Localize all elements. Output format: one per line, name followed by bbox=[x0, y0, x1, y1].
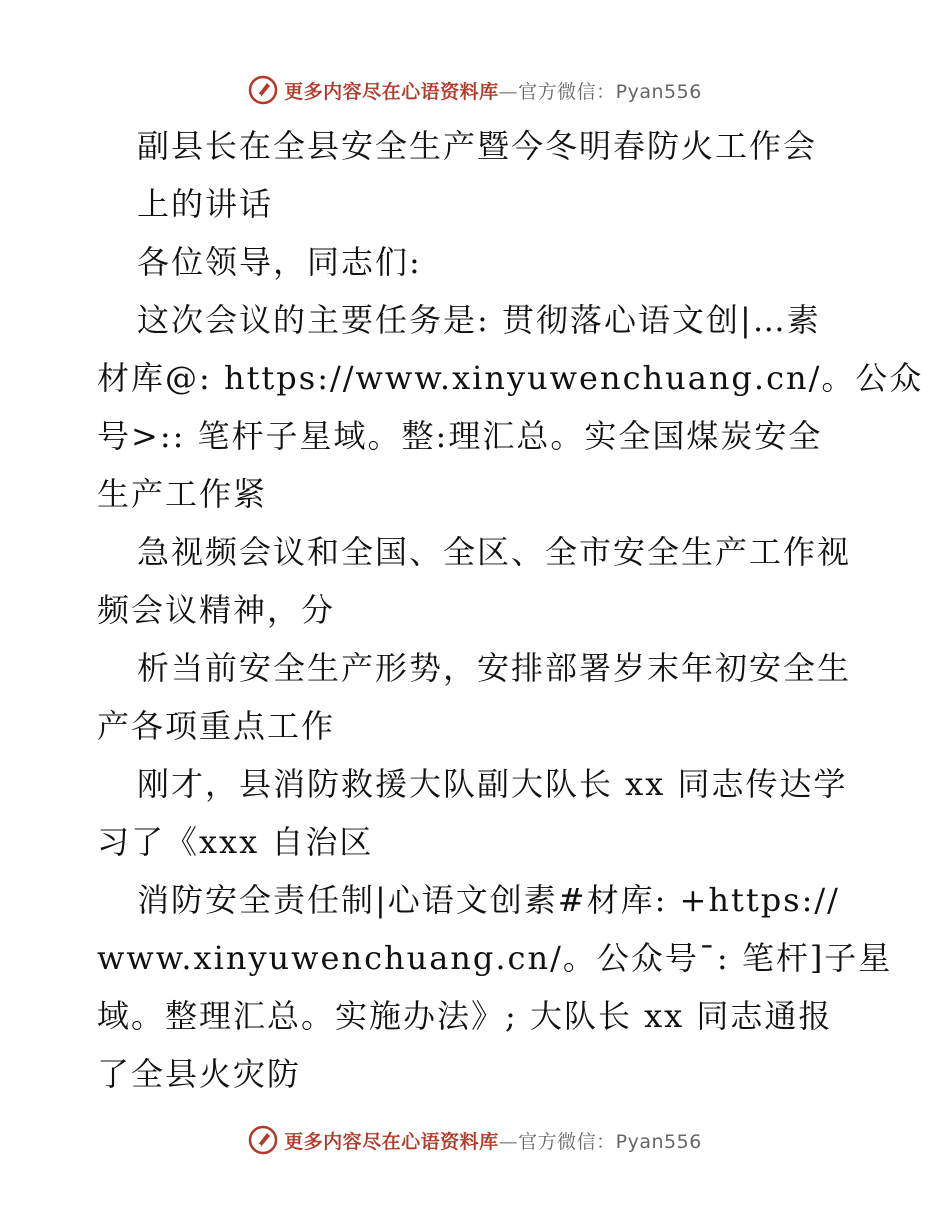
document-line: 急视频会议和全国、全区、全市安全生产工作视 bbox=[137, 533, 852, 571]
banner-main-text: 更多内容尽在心语资料库 bbox=[284, 80, 499, 103]
document-line: 各位领导，同志们: bbox=[137, 243, 422, 281]
footer-banner bbox=[0, 1120, 950, 1160]
banner-text bbox=[284, 77, 702, 104]
document-line: 频会议精神，分 bbox=[97, 591, 336, 629]
header-banner bbox=[0, 70, 950, 110]
document-line: 产各项重点工作 bbox=[97, 707, 336, 745]
document-line: 材库@: https://www.xinyuwenchuang.cn/。公众 bbox=[97, 359, 924, 397]
document-line: www.xinyuwenchuang.cn/。公众号¯: 笔杆]子星 bbox=[97, 939, 893, 977]
pen-nib-logo-icon bbox=[248, 75, 278, 105]
document-line: 上的讲话 bbox=[137, 185, 274, 223]
document-line: 副县长在全县安全生产暨今冬明春防火工作会 bbox=[137, 127, 818, 165]
document-line: 了全县火灾防 bbox=[97, 1055, 302, 1093]
banner-main-text: 更多内容尽在心语资料库 bbox=[284, 1130, 499, 1153]
banner-text bbox=[284, 1127, 702, 1154]
document-line: 域。整理汇总。实施办法》; 大队长 xx 同志通报 bbox=[97, 997, 833, 1035]
document-line: 析当前安全生产形势，安排部署岁末年初安全生 bbox=[137, 649, 852, 687]
banner-separator: — bbox=[498, 1130, 519, 1153]
pen-nib-logo-icon bbox=[248, 1125, 278, 1155]
banner-separator: — bbox=[498, 80, 519, 103]
document-line: 这次会议的主要任务是: 贯彻落心语文创|…素 bbox=[137, 301, 821, 339]
document-line: 消防安全责任制|心语文创素#材库: +https:// bbox=[137, 881, 840, 919]
document-line: 生产工作紧 bbox=[97, 475, 268, 513]
document-line: 号>:: 笔杆子星域。整:理汇总。实全国煤炭安全 bbox=[97, 417, 823, 455]
document-body bbox=[97, 117, 924, 1103]
banner-wechat-text: 官方微信：Pyan556 bbox=[518, 80, 702, 103]
banner-wechat-text: 官方微信：Pyan556 bbox=[518, 1130, 702, 1153]
document-line: 习了《xxx 自治区 bbox=[97, 823, 374, 861]
document-line: 刚才，县消防救援大队副大队长 xx 同志传达学 bbox=[137, 765, 848, 803]
